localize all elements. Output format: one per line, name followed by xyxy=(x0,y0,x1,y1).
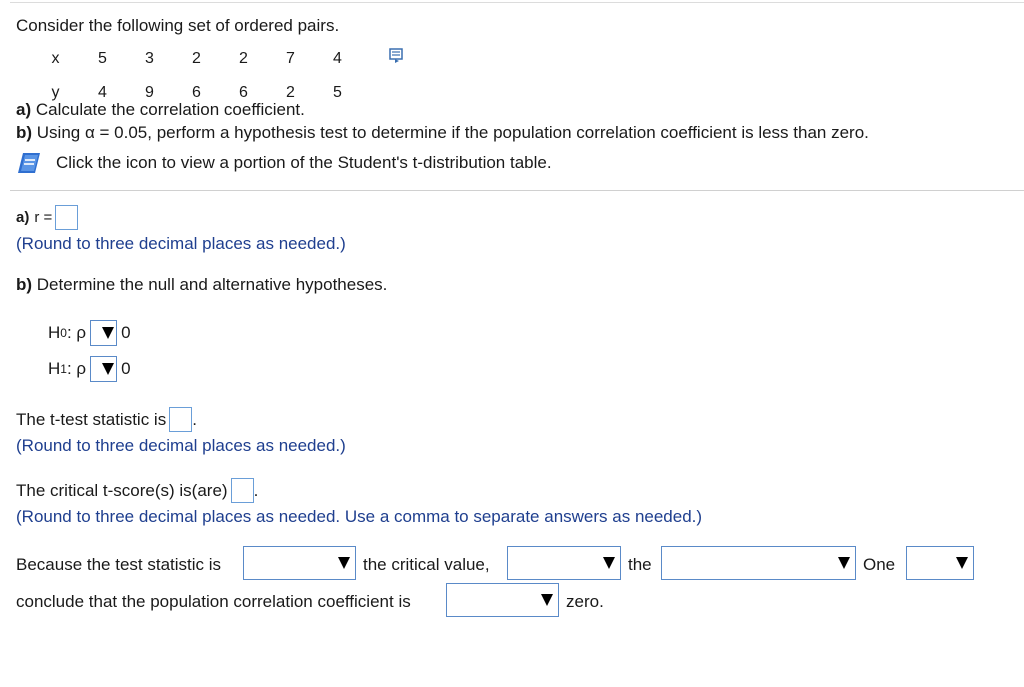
h1-rho: : ρ xyxy=(66,359,87,378)
one-text: One xyxy=(863,555,896,574)
y-label: y xyxy=(51,84,60,101)
book-icon[interactable] xyxy=(16,151,42,175)
h1-relation-dropdown[interactable] xyxy=(90,356,117,382)
y-value: 9 xyxy=(145,84,154,101)
chevron-down-icon xyxy=(338,557,350,569)
h0-rho: : ρ xyxy=(66,323,87,342)
critical-input[interactable] xyxy=(231,478,254,503)
x-value: 2 xyxy=(192,50,201,67)
comparison-dropdown[interactable] xyxy=(243,546,356,580)
zero-comparison-dropdown[interactable] xyxy=(446,583,559,617)
part-b-prefix: b) xyxy=(16,123,33,142)
x-value: 2 xyxy=(239,50,248,67)
y-value: 6 xyxy=(192,84,201,101)
t-stat-suffix: . xyxy=(192,409,197,429)
h1-subscript: 1 xyxy=(60,362,67,376)
question-intro: Consider the following set of ordered pairs. xyxy=(16,16,340,35)
r-answer-row xyxy=(16,205,78,230)
chevron-down-icon xyxy=(838,557,850,569)
h1-label: H xyxy=(48,359,61,378)
h0-relation-dropdown[interactable] xyxy=(90,320,117,346)
x-value: 7 xyxy=(286,50,295,67)
the-text: the xyxy=(628,555,652,574)
table-link-text[interactable]: Click the icon to view a portion of the Student's t-distribution table. xyxy=(56,153,552,172)
b-prefix: b) xyxy=(16,275,33,294)
chevron-down-icon xyxy=(541,594,553,606)
r-prefix: a) xyxy=(16,209,30,226)
critical-value-text: the critical value, xyxy=(363,555,490,574)
alt-hypothesis-row xyxy=(48,356,131,382)
hypothesis-dropdown[interactable] xyxy=(661,546,856,580)
h0-label: H xyxy=(48,323,61,342)
critical-round-note: (Round to three decimal places as needed. Use a comma to separate answers as needed.) xyxy=(16,507,703,526)
null-hypothesis-row xyxy=(48,320,131,346)
y-value: 6 xyxy=(239,84,248,101)
zero-text: zero. xyxy=(566,592,604,611)
t-stat-label: The t-test statistic is xyxy=(16,409,167,429)
chevron-down-icon xyxy=(956,557,968,569)
y-value: 5 xyxy=(333,84,342,101)
top-divider xyxy=(10,2,1024,3)
r-round-note: (Round to three decimal places as needed.) xyxy=(16,234,346,253)
decision-dropdown[interactable] xyxy=(507,546,621,580)
t-stat-row xyxy=(16,407,197,432)
y-value: 2 xyxy=(286,84,295,101)
y-value: 4 xyxy=(98,84,107,101)
chevron-down-icon xyxy=(603,557,615,569)
part-a-prefix: a) xyxy=(16,100,32,119)
h1-value: 0 xyxy=(121,359,131,378)
part-b-determine xyxy=(16,275,387,295)
part-b-instruction xyxy=(16,123,869,143)
conclude-text: conclude that the population correlation coefficient is xyxy=(16,592,411,611)
h0-value: 0 xyxy=(121,323,131,342)
chevron-down-icon xyxy=(102,327,114,339)
t-stat-round-note: (Round to three decimal places as needed.) xyxy=(16,436,346,455)
t-stat-input[interactable] xyxy=(169,407,192,432)
critical-suffix: . xyxy=(253,480,259,500)
because-text: Because the test statistic is xyxy=(16,555,222,574)
can-cannot-dropdown[interactable] xyxy=(906,546,974,580)
x-value: 4 xyxy=(333,50,342,67)
part-b-text: Using α = 0.05, perform a hypothesis test to determine if the population correlation coefficient is less than zero. xyxy=(36,123,869,142)
h0-subscript: 0 xyxy=(60,326,67,340)
table-row xyxy=(32,42,361,76)
r-input[interactable] xyxy=(55,205,78,230)
copy-icon[interactable] xyxy=(389,48,405,64)
part-a-instruction xyxy=(16,100,305,120)
section-divider xyxy=(10,190,1024,191)
critical-label: The critical t-score(s) is(are) xyxy=(16,480,228,500)
part-a-text: Calculate the correlation coefficient. xyxy=(35,100,305,119)
x-value: 5 xyxy=(98,50,107,67)
b-text: Determine the null and alternative hypotheses. xyxy=(36,275,388,294)
x-label: x xyxy=(51,50,60,67)
chevron-down-icon xyxy=(102,363,114,375)
x-value: 3 xyxy=(145,50,154,67)
critical-row xyxy=(16,478,258,503)
r-label: r = xyxy=(34,209,53,226)
